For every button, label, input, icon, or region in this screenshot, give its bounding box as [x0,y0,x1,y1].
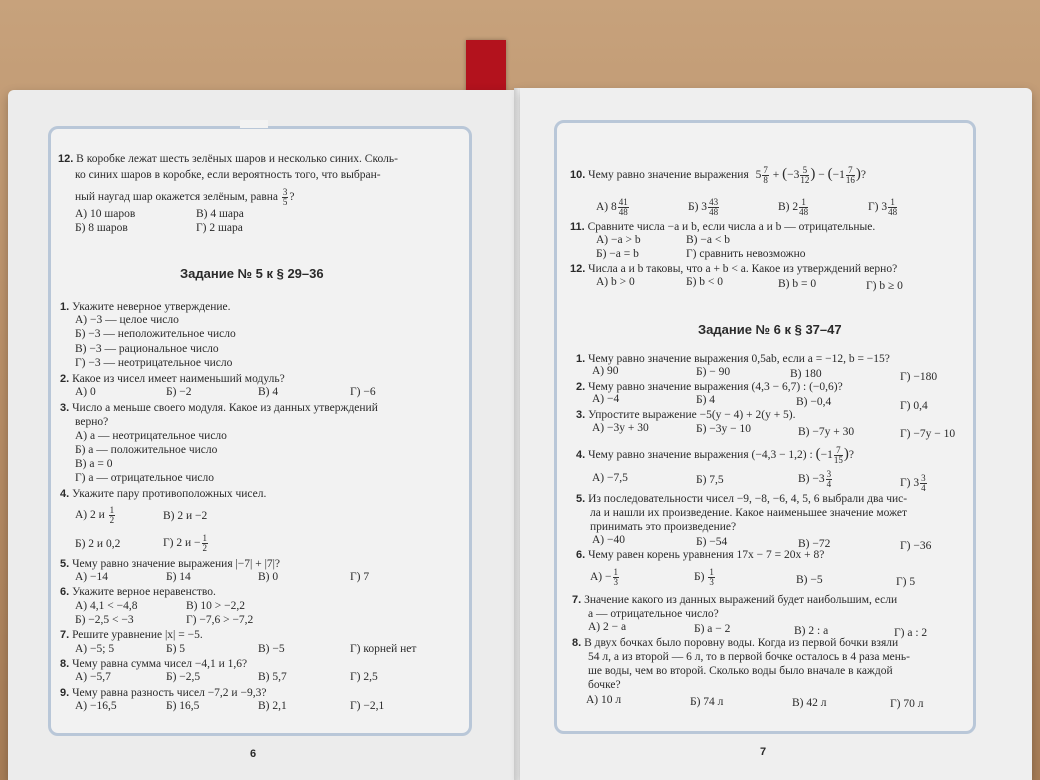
l-q2-option-b: Б) −2 [166,386,192,398]
l-q7-option-v: В) −5 [258,643,285,655]
l-q1: 1. Укажите неверное утверждение. [60,301,231,313]
r-q7-option-g: Г) a : 2 [894,627,928,639]
r-q8-option-b: Б) 74 л [690,696,724,708]
r-q1-option-b: Б) − 90 [696,366,731,378]
r-q7-line2: a — отрицательное число? [588,608,719,620]
l-q8-option-a: А) −5,7 [75,671,111,683]
r-q3-option-v: В) −7y + 30 [798,426,855,438]
r-q11-option-b: Б) −a = b [596,248,639,260]
r-q6: 6. Чему равен корень уравнения 17x − 7 = 20x + 8? [576,549,825,561]
l-q4-option-g: Г) 2 и − $\frac{1}{2}$ [163,533,207,553]
r-q5-line3: принимать это произведение? [590,521,737,533]
l-q4-option-v: В) 2 и −2 [163,510,208,522]
l-q9: 9. Чему равна разность чисел −7,2 и −9,3? [60,687,267,699]
l-q6-option-g: Г) −7,6 > −7,2 [186,614,254,626]
l-q3-option-g: Г) a — отрицательное число [75,472,215,484]
r-q3-option-b: Б) −3y − 10 [696,423,752,435]
r-q6-option-v: В) −5 [796,574,823,586]
l-q9-option-a: А) −16,5 [75,700,117,712]
l-q7-option-a: А) −5; 5 [75,643,115,655]
r-q2-option-g: Г) 0,4 [900,400,928,412]
l-q6-option-a: А) 4,1 < −4,8 [75,600,138,612]
r-q8-line1: 8. В двух бочках было поровну воды. Когда из первой бочки взяли [572,637,899,649]
r-q5-option-g: Г) −36 [900,540,932,552]
l-q5-option-g: Г) 7 [350,571,370,583]
q12-line2: ко синих шаров в коробке, если вероятность того, что выбран- [75,169,381,181]
l-q4-option-b: Б) 2 и 0,2 [75,538,121,550]
l-q1-option-b: Б) −3 — неположительное число [75,328,236,340]
l-q1-option-g: Г) −3 — неотрицательное число [75,357,233,369]
r-q12-option-a: А) b > 0 [596,276,635,288]
r-q8-line4: бочке? [588,679,621,691]
r-q3-option-g: Г) −7y − 10 [900,428,956,440]
q12-option-v: В) 4 шара [196,208,244,220]
r-q7-option-b: Б) a − 2 [694,623,731,635]
r-q2-option-b: Б) 4 [696,394,716,406]
r-q4-option-g: Г) 3 $\frac{3}{4}$ [900,473,926,493]
red-bookmark [466,40,506,96]
l-q8-option-v: В) 5,7 [258,671,287,683]
r-q5-line2: ла и нашли их произведение. Какое наименьшее значение может [590,507,908,519]
r-q6-option-b: Б) $\frac{1}{3}$ [694,567,714,587]
r-q1-option-v: В) 180 [790,368,822,380]
l-q6-option-b: Б) −2,5 < −3 [75,614,134,626]
r-q10-option-a: А) 8 $\frac{41}{48}$ [596,197,628,217]
r-q12-option-g: Г) b ≥ 0 [866,280,903,292]
l-q3-option-v: В) a = 0 [75,458,113,470]
r-q3: 3. Упростите выражение −5(y − 4) + 2(y + 5). [576,409,796,421]
l-q3-option-b: Б) a — положительное число [75,444,218,456]
l-q2-option-v: В) 4 [258,386,279,398]
r-q12: 12. Числа a и b таковы, что a + b < a. Какое из утверждений верно? [570,263,898,275]
r-q10-option-g: Г) 3 $\frac{1}{48}$ [868,197,898,217]
l-q6-option-v: В) 10 > −2,2 [186,600,245,612]
r-q7-option-v: В) 2 : a [794,625,829,637]
r-q5-option-b: Б) −54 [696,536,728,548]
r-q8-option-v: В) 42 л [792,697,827,709]
r-q7-line1: 7. Значение какого из данных выражений будет наибольшим, если [572,594,898,606]
l-q2-option-g: Г) −6 [350,386,376,398]
l-q6: 6. Укажите верное неравенство. [60,586,216,598]
r-q5-option-a: А) −40 [592,534,625,546]
l-q9-option-g: Г) −2,1 [350,700,385,712]
r-q3-option-a: А) −3y + 30 [592,422,649,434]
r-q8-line2: 54 л, а из второй — 6 л, то в первой бочке осталось в 4 раза мень- [588,651,910,663]
l-q8-option-g: Г) 2,5 [350,671,378,683]
l-q5: 5. Чему равно значение выражения |−7| + |7|? [60,558,281,570]
r-q10: 10. Чему равно значение выражения 5 $\frac{7}{8}$ + (−3 $\frac{5}{12}$ ) − (−1 $\frac{7}{16}$ )? [570,165,866,185]
l-q8-option-b: Б) −2,5 [166,671,201,683]
l-q7-option-b: Б) 5 [166,643,186,655]
l-q3-line2: верно? [75,416,109,428]
r-q6-option-a: А) − $\frac{1}{3}$ [590,567,618,587]
l-q9-option-b: Б) 16,5 [166,700,200,712]
q12-option-b: Б) 8 шаров [75,222,128,234]
l-q5-option-b: Б) 14 [166,571,191,583]
r-q2-option-v: В) −0,4 [796,396,832,408]
r-q8-line3: ше воды, чем во второй. Сколько воды было вначале в каждой [588,665,893,677]
right-section-title: Задание № 6 к § 37–47 [698,322,842,337]
q12-line1: 12. В коробке лежат шесть зелёных шаров и несколько синих. Сколь- [58,153,398,165]
l-q5-option-a: А) −14 [75,571,108,583]
r-q4: 4. Чему равно значение выражения (−4,3 − 1,2) : (−1 $\frac{7}{15}$ )? [576,445,854,465]
r-q1: 1. Чему равно значение выражения 0,5ab, если a = −12, b = −15? [576,353,890,365]
r-q4-option-a: А) −7,5 [592,472,628,484]
r-q4-option-b: Б) 7,5 [696,474,724,486]
r-q11: 11. Сравните числа −a и b, если числа a и b — отрицательные. [570,221,876,233]
r-q2-option-a: А) −4 [592,393,620,405]
q12-option-a: А) 10 шаров [75,208,136,220]
l-q3-option-a: А) a — неотрицательное число [75,430,227,442]
r-q8-option-g: Г) 70 л [890,698,924,710]
r-q12-option-v: В) b = 0 [778,278,817,290]
l-q3-line1: 3. Число a меньше своего модуля. Какое из данных утверждений [60,402,378,414]
l-q5-option-v: В) 0 [258,571,279,583]
r-q4-option-v: В) −3 $\frac{3}{4}$ [798,469,832,489]
q12-line3: ный наугад шар окажется зелёным, равна $\frac{3}{5}$ ? [75,187,295,207]
left-section-title: Задание № 5 к § 29–36 [180,266,324,281]
left-page-number: 6 [250,748,257,760]
r-q1-option-a: А) 90 [592,365,619,377]
l-q7-option-g: Г) корней нет [350,643,417,655]
r-q11-option-a: А) −a > b [596,234,641,246]
l-q4: 4. Укажите пару противоположных чисел. [60,488,267,500]
l-q1-option-a: А) −3 — целое число [75,314,179,326]
r-q7-option-a: А) 2 − a [588,621,627,633]
r-q12-option-b: Б) b < 0 [686,276,724,288]
right-page-number: 7 [760,746,767,758]
r-q11-option-g: Г) сравнить невозможно [686,248,806,260]
l-q1-option-v: В) −3 — рациональное число [75,343,219,355]
r-q8-option-a: А) 10 л [586,694,622,706]
l-q2: 2. Какое из чисел имеет наименьший модуль? [60,373,285,385]
r-q10-option-v: В) 2 $\frac{1}{48}$ [778,197,809,217]
r-q5-line1: 5. Из последовательности чисел −9, −8, −6, 4, 5, 6 выбрали два чис- [576,493,908,505]
q12-option-g: Г) 2 шара [196,222,243,234]
l-q7: 7. Решите уравнение |x| = −5. [60,629,203,641]
r-q10-option-b: Б) 3 $\frac{43}{48}$ [688,197,719,217]
l-q9-option-v: В) 2,1 [258,700,287,712]
r-q6-option-g: Г) 5 [896,576,916,588]
r-q11-option-v: В) −a < b [686,234,730,246]
l-q2-option-a: А) 0 [75,386,96,398]
r-q2: 2. Чему равно значение выражения (4,3 − 6,7) : (−0,6)? [576,381,843,393]
l-q4-option-a: А) 2 и $\frac{1}{2}$ [75,505,115,525]
l-q8: 8. Чему равна сумма чисел −4,1 и 1,6? [60,658,248,670]
r-q1-option-g: Г) −180 [900,371,938,383]
frame-notch [240,120,268,128]
r-q5-option-v: В) −72 [798,538,831,550]
